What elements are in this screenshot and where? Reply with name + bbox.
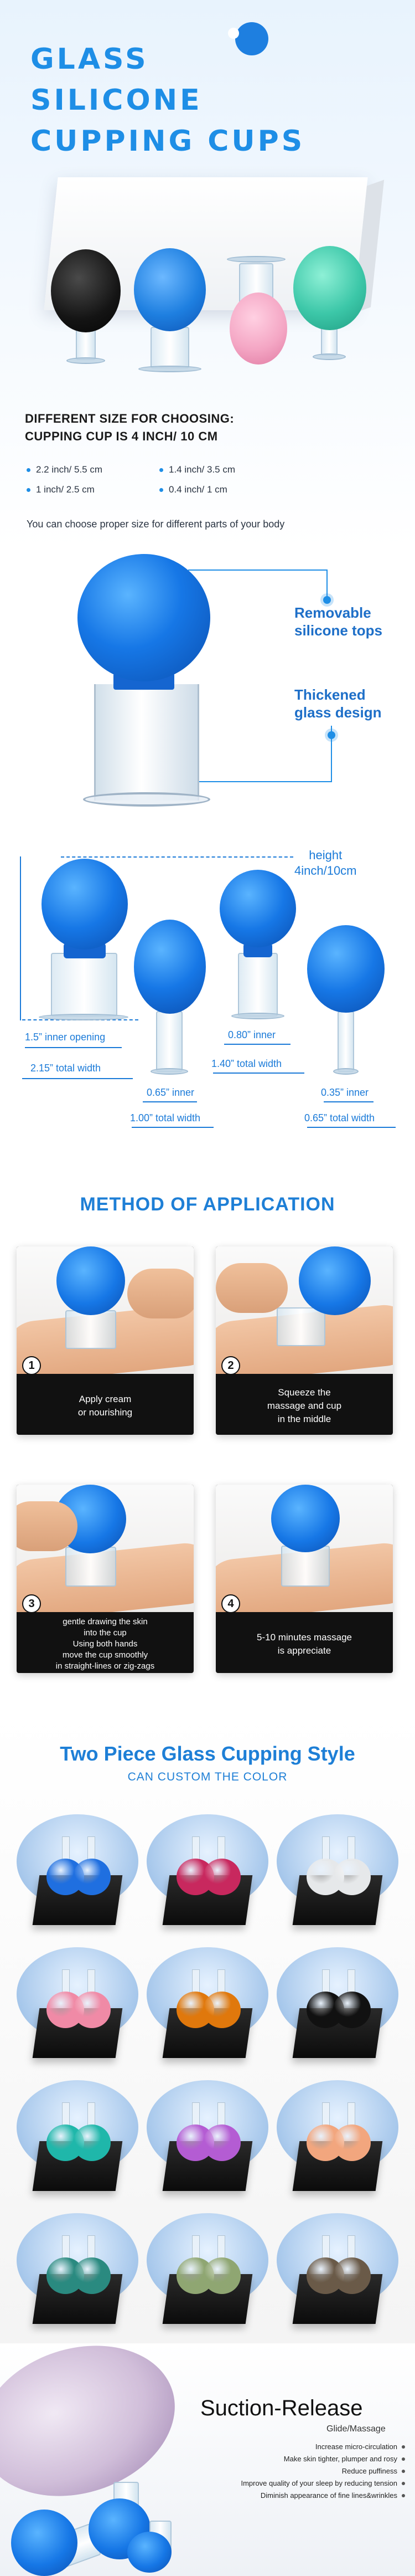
swatch-cup-ball <box>73 2125 111 2161</box>
step-caption-line: Apply cream <box>79 1394 132 1404</box>
callout-line-text: glass design <box>294 704 382 721</box>
swatch-glass-tube <box>217 1836 225 1861</box>
color-swatch-teal <box>17 2080 138 2197</box>
height-marker <box>20 856 21 1020</box>
callout-removable-tops <box>294 604 382 639</box>
step-caption <box>17 1377 194 1435</box>
colors-title: Two Piece Glass Cupping Style <box>60 1742 355 1765</box>
color-swatch-black <box>277 1947 398 2064</box>
swatch-cup-ball <box>333 2257 371 2294</box>
swatch-cup-ball <box>73 1859 111 1895</box>
benefits-list <box>217 2441 405 2502</box>
callout-line <box>199 781 332 782</box>
height-guide-line <box>61 856 293 858</box>
suction-title: Suction-Release <box>200 2396 363 2420</box>
benefit-item: Diminish appearance of fine lines&wrinkles <box>217 2490 405 2502</box>
swatch-glass-tube <box>192 2235 200 2260</box>
step-caption <box>17 1615 194 1673</box>
swatch-cup-ball <box>333 1859 371 1895</box>
swatch-glass-tube <box>347 1969 355 1994</box>
silk-fabric-image <box>0 2343 194 2520</box>
height-label <box>294 848 357 879</box>
step-caption-line: 5-10 minutes massage <box>257 1632 352 1643</box>
dimensions-section <box>0 814 415 1158</box>
swatch-glass-tube <box>87 2235 95 2260</box>
features-section <box>0 548 415 814</box>
step-card-1 <box>17 1246 194 1435</box>
hero-title-line: GLASS <box>30 43 149 76</box>
step-caption-line: Using both hands <box>72 1639 138 1649</box>
swatch-cup-ball <box>203 1992 241 2028</box>
swatch-glass-tube <box>322 2235 330 2260</box>
swatch-glass-tube <box>62 2235 70 2260</box>
color-swatch-peach <box>277 2080 398 2197</box>
size-heading-line: DIFFERENT SIZE FOR CHOOSING: <box>25 412 235 425</box>
benefit-item: Improve quality of your sleep by reducing tension <box>217 2477 405 2490</box>
method-title: METHOD OF APPLICATION <box>80 1194 335 1215</box>
dim-line <box>22 1078 133 1079</box>
method-section <box>0 1158 415 1712</box>
color-swatch-blue <box>17 1814 138 1931</box>
callout-line <box>188 569 326 571</box>
swatch-glass-tube <box>192 1969 200 1994</box>
benefit-item: Make skin tighter, plumper and rosy <box>217 2453 405 2465</box>
step-caption-line: Squeeze the <box>278 1387 331 1398</box>
size-item <box>159 484 292 495</box>
suction-section <box>0 2343 415 2576</box>
suction-subtitle: Glide/Massage <box>326 2424 386 2434</box>
swatch-glass-tube <box>322 1836 330 1861</box>
callout-line-text: Removable <box>294 604 371 621</box>
swatch-glass-tube <box>217 2102 225 2127</box>
swatch-glass-tube <box>322 2102 330 2127</box>
size-choose-note: You can choose proper size for different parts of your body <box>27 519 285 530</box>
step-caption-line: in the middle <box>277 1414 331 1424</box>
swatch-cup-ball <box>73 2257 111 2294</box>
swatch-glass-tube <box>62 1969 70 1994</box>
step-photo <box>216 1485 393 1612</box>
dim-line <box>132 1127 214 1128</box>
step-caption <box>216 1377 393 1435</box>
bullet-dot-icon <box>159 488 163 492</box>
dim-line <box>213 1073 304 1074</box>
hand-image <box>127 1269 194 1318</box>
cup-4-total-label: 0.65” total width <box>304 1112 375 1123</box>
step-photo <box>17 1485 194 1612</box>
color-swatch-orange <box>147 1947 268 2064</box>
swatch-glass-tube <box>347 1836 355 1861</box>
swatch-glass-tube <box>217 2235 225 2260</box>
silicone-top-image <box>77 554 210 681</box>
height-label-line: 4inch/10cm <box>294 864 357 878</box>
colors-subtitle: CAN CUSTOM THE COLOR <box>127 1771 288 1783</box>
size-label: 0.4 inch/ 1 cm <box>169 484 227 495</box>
swatch-glass-tube <box>347 2235 355 2260</box>
swatch-cup-ball <box>203 2125 241 2161</box>
swatch-cup-ball <box>203 1859 241 1895</box>
step-caption-line: into the cup <box>84 1628 127 1638</box>
size-list <box>27 464 292 495</box>
callout-line-text: silicone tops <box>294 622 382 639</box>
color-swatch-white <box>277 1814 398 1931</box>
cup-4-inner-label: 0.35” inner <box>321 1087 369 1098</box>
bullet-dot-icon <box>27 488 30 492</box>
dim-line <box>143 1101 197 1102</box>
hero-title-line: CUPPING CUPS <box>30 125 305 158</box>
step-caption-line: is appreciate <box>277 1645 331 1656</box>
size-item <box>159 464 292 475</box>
step-photo <box>17 1246 194 1374</box>
color-swatch-purple <box>147 2080 268 2197</box>
cup-3-total-label: 1.40” total width <box>211 1058 282 1069</box>
callout-line-text: Thickened <box>294 686 366 703</box>
swatch-glass-tube <box>62 1836 70 1861</box>
height-label-line: height <box>309 848 343 862</box>
swatch-cup-ball <box>203 2257 241 2294</box>
step-number-badge: 1 <box>22 1356 41 1375</box>
step-caption-line: move the cup smoothly <box>62 1650 148 1660</box>
benefit-item: Increase micro-circulation <box>217 2441 405 2453</box>
swatch-glass-tube <box>192 2102 200 2127</box>
color-swatch-dark-teal <box>17 2213 138 2329</box>
swatch-glass-tube <box>217 1969 225 1994</box>
step-card-3 <box>17 1485 194 1673</box>
cup-1-inner-label: 1.5” inner opening <box>25 1032 106 1043</box>
size-label: 2.2 inch/ 5.5 cm <box>36 464 103 475</box>
cup-3-inner-label: 0.80” inner <box>228 1029 276 1040</box>
color-swatch-coffee <box>277 2213 398 2329</box>
step-number-badge: 4 <box>221 1594 240 1613</box>
color-swatch-sage-green <box>147 2213 268 2329</box>
swatch-glass-tube <box>322 1969 330 1994</box>
step-caption-line: or nourishing <box>77 1407 133 1418</box>
size-heading-line: CUPPING CUP IS 4 INCH/ 10 CM <box>25 429 218 443</box>
hero-section <box>0 0 415 548</box>
dim-line <box>224 1044 290 1045</box>
swatch-cup-ball <box>333 2125 371 2161</box>
size-label: 1.4 inch/ 3.5 cm <box>169 464 236 475</box>
step-caption <box>216 1615 393 1673</box>
step-number-badge: 2 <box>221 1356 240 1375</box>
glass-body-image <box>94 684 199 800</box>
swatch-glass-tube <box>87 1969 95 1994</box>
size-heading <box>25 410 234 445</box>
step-number-badge: 3 <box>22 1594 41 1613</box>
swatch-glass-tube <box>62 2102 70 2127</box>
step-card-4 <box>216 1485 393 1673</box>
size-item <box>27 464 159 475</box>
bullet-dot-icon <box>159 468 163 472</box>
swatch-glass-tube <box>87 1836 95 1861</box>
swatch-glass-tube <box>347 2102 355 2127</box>
glass-rim-image <box>83 792 210 807</box>
cup-2-total-label: 1.00” total width <box>130 1112 201 1123</box>
dim-line <box>324 1101 374 1102</box>
size-item <box>27 484 159 495</box>
color-swatch-rose-red <box>147 1814 268 1931</box>
hero-title <box>30 39 305 162</box>
hero-title-line: SILICONE <box>30 84 203 117</box>
bullet-dot-icon <box>27 468 30 472</box>
swatch-glass-tube <box>192 1836 200 1861</box>
hand-image <box>17 1501 77 1551</box>
step-caption-line: in straight-lines or zig-zags <box>55 1661 155 1671</box>
swatch-glass-tube <box>87 2102 95 2127</box>
size-label: 1 inch/ 2.5 cm <box>36 484 95 495</box>
swatch-cup-ball <box>333 1992 371 2028</box>
benefit-item: Reduce puffiness <box>217 2465 405 2477</box>
callout-dot-icon <box>323 596 331 604</box>
callout-line <box>326 569 328 600</box>
color-swatch-pink <box>17 1947 138 2064</box>
colors-section <box>0 1712 415 2343</box>
dim-line <box>25 1047 122 1048</box>
step-photo <box>216 1246 393 1374</box>
deco-circle-small <box>228 28 239 39</box>
callout-dot-icon <box>328 731 335 739</box>
cup-2-inner-label: 0.65” inner <box>147 1087 195 1098</box>
hand-image <box>216 1263 288 1313</box>
step-caption-line: massage and cup <box>267 1400 342 1411</box>
step-card-2 <box>216 1246 393 1435</box>
step-caption-line: gentle drawing the skin <box>63 1617 148 1626</box>
dim-line <box>307 1127 396 1128</box>
swatch-cup-ball <box>73 1992 111 2028</box>
cup-1-total-label: 2.15” total width <box>30 1063 101 1074</box>
callout-thickened-glass <box>294 686 382 721</box>
